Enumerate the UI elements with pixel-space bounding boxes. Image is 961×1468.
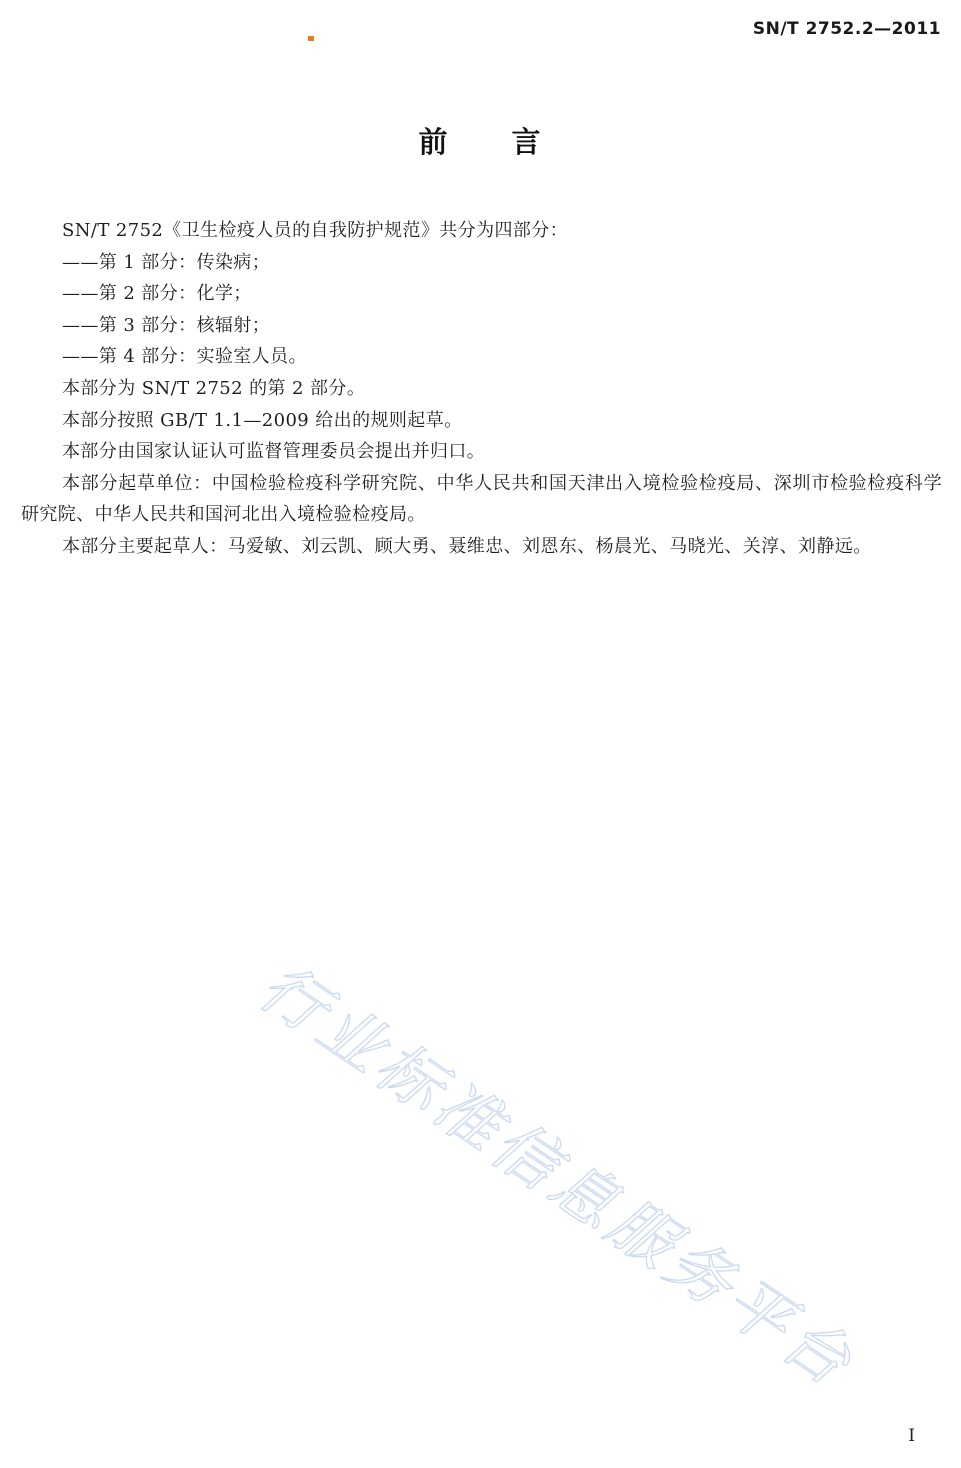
watermark-text: 行业标准信息服务平台 [245, 950, 868, 1404]
standard-number: SN/T 2752.2—2011 [752, 19, 941, 39]
header-accent-mark [308, 36, 314, 41]
paragraph-proposed-by: 本部分由国家认证认可监督管理委员会提出并归口。 [62, 441, 486, 463]
paragraph-parts-intro: SN/T 2752《卫生检疫人员的自我防护规范》共分为四部分： [62, 220, 569, 241]
title-char-2: 言 [511, 125, 543, 159]
page-number: I [908, 1426, 915, 1446]
paragraph-this-part: 本部分为 SN/T 2752 的第 2 部分。 [62, 377, 366, 399]
paragraph-drafters: 本部分主要起草人：马爱敏、刘云凯、顾大勇、聂维忠、刘恩东、杨晨光、马晓光、关淳、刘静远。 [62, 535, 872, 557]
list-item-part-3: ——第 3 部分：核辐射； [62, 314, 271, 336]
paragraph-drafting-rules: 本部分按照 GB/T 1.1—2009 给出的规则起草。 [62, 409, 463, 431]
title-char-1: 前 [418, 125, 450, 159]
paragraph-drafting-units: 本部分起草单位：中国检验检疫科学研究院、中华人民共和国天津出入境检验检疫局、深圳市检验检疫科学研究院、中华人民共和国河北出入境检验检疫局。 [21, 472, 942, 526]
list-item-part-1: ——第 1 部分：传染病； [62, 251, 271, 273]
list-item-part-2: ——第 2 部分：化学； [62, 283, 252, 305]
foreword-body [21, 215, 942, 563]
page-title [0, 120, 961, 161]
list-item-part-4: ——第 4 部分：实验室人员。 [62, 346, 307, 368]
